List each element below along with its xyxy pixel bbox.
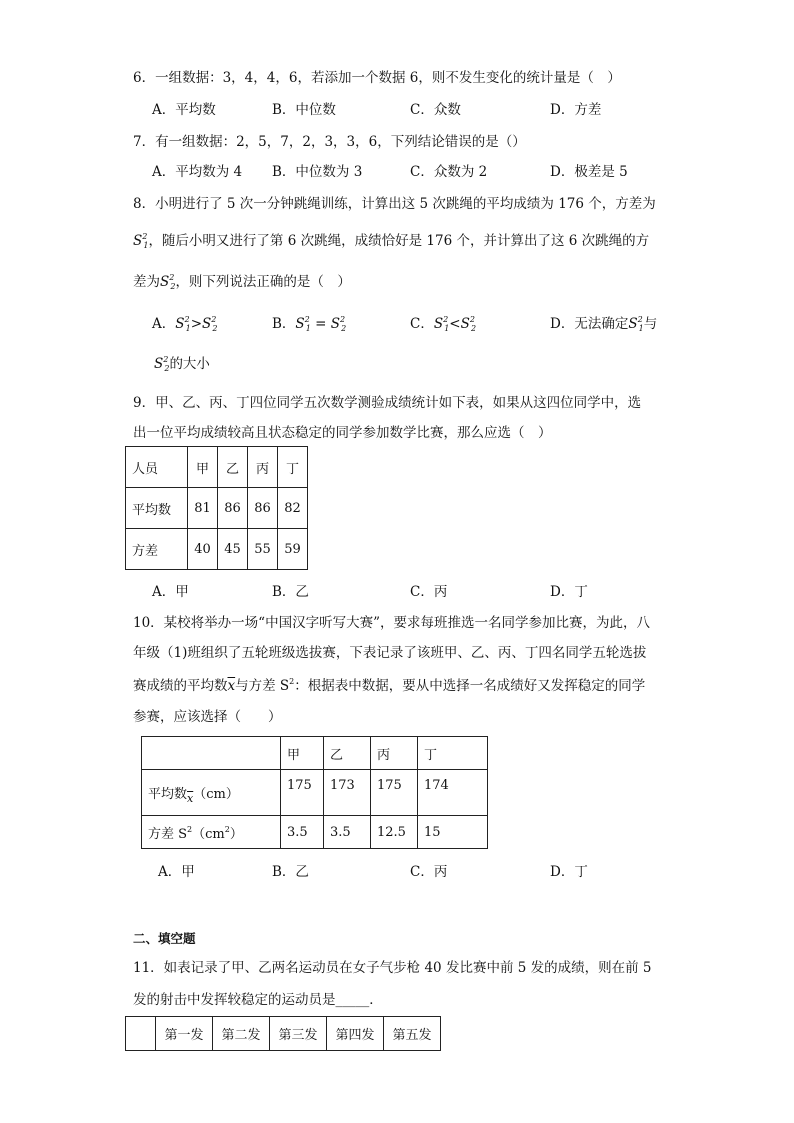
table-header-row bbox=[142, 737, 488, 770]
s2-squared-symbol: $S^2_2$ bbox=[160, 273, 176, 291]
section-title: 二、填空题 bbox=[133, 931, 196, 946]
table-cell: 平均数$_{\overline{x}}$（cm） bbox=[142, 770, 281, 816]
s1-squared-symbol: $S^2_1$ bbox=[133, 232, 149, 250]
q9-table bbox=[125, 446, 308, 570]
table-header-row bbox=[126, 447, 308, 488]
table-row bbox=[126, 529, 308, 570]
q9-option-c[interactable]: C．丙 bbox=[410, 584, 448, 600]
q8-option-a[interactable]: A．$S^2_1>S^2_2$ bbox=[152, 315, 218, 333]
table-cell: 丙 bbox=[248, 447, 278, 488]
q8-line-2: $S^2_1$，随后小明又进行了第 6 次跳绳，成绩恰好是 176 个，并计算出了这 6 次跳绳的方 bbox=[133, 232, 650, 250]
table-cell: 40 bbox=[188, 529, 218, 570]
table-cell: 丁 bbox=[278, 447, 308, 488]
table-cell: 方差 bbox=[126, 529, 188, 570]
q9-option-a[interactable]: A．甲 bbox=[152, 584, 189, 600]
q8-line-1: 8．小明进行了 5 次一分钟跳绳训练，计算出这 5 次跳绳的平均成绩为 176 个，方差为 bbox=[133, 196, 656, 212]
q10-option-d[interactable]: D．丁 bbox=[550, 864, 588, 880]
table-cell: 第五发 bbox=[384, 1017, 441, 1051]
q6-option-c[interactable]: C．众数 bbox=[410, 102, 461, 118]
x-bar-symbol: $\overline{x}$ bbox=[227, 678, 236, 694]
table-cell: 175 bbox=[371, 770, 418, 816]
q8-option-d-continued: $S^2_2$的大小 bbox=[154, 355, 210, 373]
q7-option-b[interactable]: B．中位数为 3 bbox=[272, 164, 363, 180]
table-cell: 174 bbox=[418, 770, 488, 816]
q9-line-2: 出一位平均成绩较高且状态稳定的同学参加数学比赛，那么应选（ ） bbox=[133, 425, 552, 441]
table-cell: 平均数 bbox=[126, 488, 188, 529]
q10-option-c[interactable]: C．丙 bbox=[410, 864, 448, 880]
q7-stem: 7．有一组数据：2，5，7，2，3，3，6，下列结论错误的是（） bbox=[133, 134, 526, 150]
table-cell: 人员 bbox=[126, 447, 188, 488]
q10-line-1: 10．某校将举办一场“中国汉字听写大赛”，要求每班推选一名同学参加比赛，为此，八 bbox=[133, 615, 650, 631]
table-cell: 3.5 bbox=[281, 816, 324, 849]
table-cell: 86 bbox=[218, 488, 248, 529]
q8-option-d[interactable]: D．无法确定$S^2_1$与 bbox=[550, 315, 658, 333]
table-cell: 第一发 bbox=[156, 1017, 213, 1051]
table-cell bbox=[142, 737, 281, 770]
q10-line-4: 参赛，应该选择（ ） bbox=[133, 709, 282, 725]
q7-option-a[interactable]: A．平均数为 4 bbox=[152, 164, 243, 180]
table-cell: 甲 bbox=[188, 447, 218, 488]
table-cell: 81 bbox=[188, 488, 218, 529]
table-header-row bbox=[126, 1017, 441, 1051]
q10-option-a[interactable]: A．甲 bbox=[158, 864, 195, 880]
table-cell: 甲 bbox=[281, 737, 324, 770]
table-cell: 方差 $S^2(cm^2)$ bbox=[142, 816, 281, 849]
q6-option-b[interactable]: B．中位数 bbox=[272, 102, 336, 118]
q9-option-d[interactable]: D．丁 bbox=[550, 584, 588, 600]
q10-table bbox=[141, 736, 488, 849]
q10-option-b[interactable]: B．乙 bbox=[272, 864, 309, 880]
table-cell: 15 bbox=[418, 816, 488, 849]
table-cell: 175 bbox=[281, 770, 324, 816]
table-cell: 12.5 bbox=[371, 816, 418, 849]
table-cell: 86 bbox=[248, 488, 278, 529]
table-cell: 丙 bbox=[371, 737, 418, 770]
q9-line-1: 9．甲、乙、丙、丁四位同学五次数学测验成绩统计如下表，如果从这四位同学中，选 bbox=[133, 395, 642, 411]
q10-line-2: 年级（1)班组织了五轮班级选拔赛，下表记录了该班甲、乙、丙、丁四名同学五轮选拔 bbox=[133, 645, 647, 661]
q9-option-b[interactable]: B．乙 bbox=[272, 584, 309, 600]
q11-line-1: 11．如表记录了甲、乙两名运动员在女子气步枪 40 发比赛中前 5 发的成绩，则在前 5 bbox=[133, 960, 652, 976]
q11-table bbox=[125, 1016, 441, 1051]
table-cell: 3.5 bbox=[324, 816, 371, 849]
q8-line-3: 差为$S^2_2$，则下列说法正确的是（ ） bbox=[133, 273, 351, 291]
table-cell bbox=[126, 1017, 156, 1051]
table-cell: 82 bbox=[278, 488, 308, 529]
table-cell: 55 bbox=[248, 529, 278, 570]
table-cell: 59 bbox=[278, 529, 308, 570]
q6-stem: 6．一组数据：3，4，4，6，若添加一个数据 6，则不发生变化的统计量是（ ） bbox=[133, 70, 621, 86]
q11-line-2: 发的射击中发挥较稳定的运动员是_____． bbox=[133, 992, 383, 1008]
table-cell: 丁 bbox=[418, 737, 488, 770]
table-row bbox=[142, 816, 488, 849]
q7-option-d[interactable]: D．极差是 5 bbox=[550, 164, 628, 180]
q10-line-3: 赛成绩的平均数$\overline{x}$与方差 $S^2$：根据表中数据，要从中选择一名成绩好又发挥稳定的同学 bbox=[133, 677, 646, 694]
table-cell: 乙 bbox=[324, 737, 371, 770]
table-cell: 第三发 bbox=[270, 1017, 327, 1051]
table-cell: 乙 bbox=[218, 447, 248, 488]
q8-option-c[interactable]: C．$S^2_1<S^2_2$ bbox=[410, 315, 477, 333]
table-cell: 173 bbox=[324, 770, 371, 816]
q6-option-d[interactable]: D．方差 bbox=[550, 102, 602, 118]
q7-option-c[interactable]: C．众数为 2 bbox=[410, 164, 488, 180]
table-cell: 第四发 bbox=[327, 1017, 384, 1051]
q8-option-b[interactable]: B．$S^2_1 = S^2_2$ bbox=[272, 315, 347, 333]
q6-option-a[interactable]: A．平均数 bbox=[152, 102, 216, 118]
table-cell: 第二发 bbox=[213, 1017, 270, 1051]
table-row bbox=[142, 770, 488, 816]
table-cell: 45 bbox=[218, 529, 248, 570]
table-row bbox=[126, 488, 308, 529]
